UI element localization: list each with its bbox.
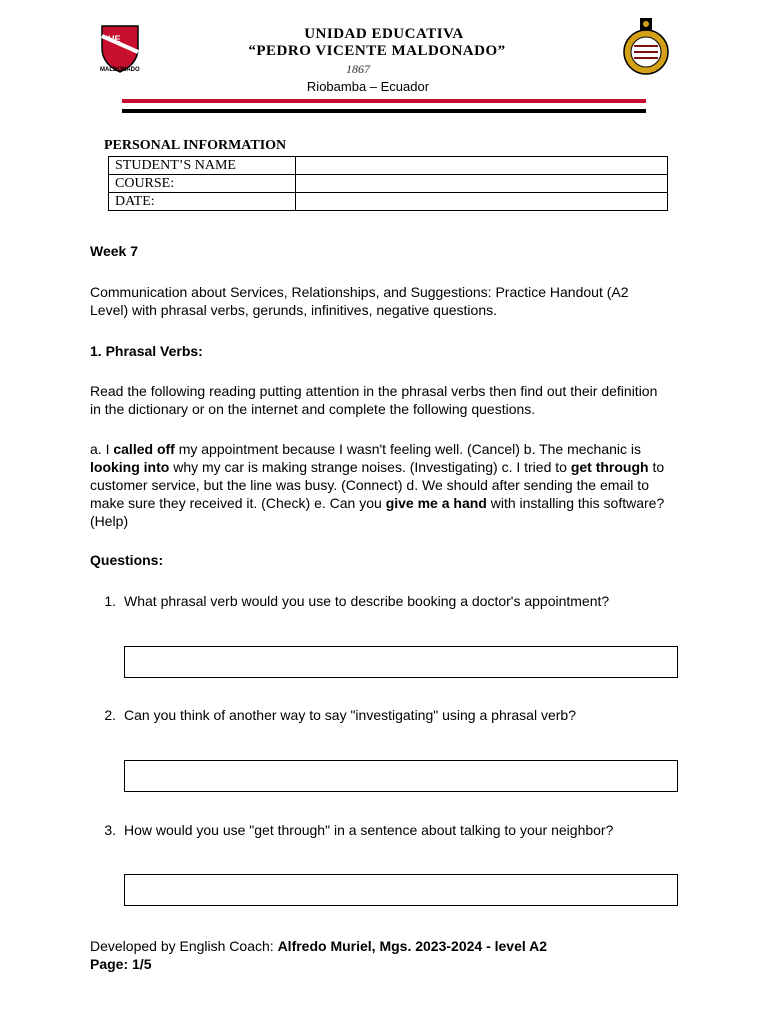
answer-box-2[interactable]	[124, 760, 678, 792]
school-location: Riobamba – Ecuador	[306, 79, 430, 94]
footer-credit	[90, 937, 547, 955]
student-name-field[interactable]	[296, 157, 668, 175]
personal-info-table	[108, 156, 668, 211]
intro-paragraph: Communication about Services, Relationships, and Suggestions: Practice Handout (A2 Level) with phrasal verbs, gerunds, infinitives, negative questions.	[90, 284, 629, 318]
author-name: Alfredo Muriel, Mgs. 2023-2024 - level A2	[277, 938, 548, 954]
founding-year: 1867	[346, 62, 370, 76]
school-name: UNIDAD EDUCATIVA	[304, 26, 464, 42]
student-name-label: STUDENT’S NAME	[109, 157, 296, 175]
course-field[interactable]	[296, 175, 668, 193]
phrasal-verb: give me a hand	[385, 495, 487, 511]
example-text: why my car is making strange noises. (Investigating) c. I tried to	[169, 459, 571, 475]
personal-info-title: PERSONAL INFORMATION	[104, 138, 287, 153]
question-number: 3.	[104, 822, 116, 838]
answer-box-1[interactable]	[124, 646, 678, 678]
header-rule-red	[122, 99, 646, 103]
question-text: Can you think of another way to say "investigating" using a phrasal verb?	[124, 707, 576, 723]
question-number: 2.	[104, 707, 116, 723]
questions-title: Questions:	[90, 552, 164, 568]
question-text: How would you use "get through" in a sentence about talking to your neighbor?	[124, 822, 614, 838]
phrasal-verb: get through	[570, 459, 649, 475]
example-text: a. I	[90, 441, 114, 457]
section-title: 1. Phrasal Verbs:	[90, 343, 203, 359]
date-field[interactable]	[296, 193, 668, 211]
table-row	[109, 193, 668, 211]
examples-paragraph	[90, 440, 670, 530]
course-label: COURSE:	[109, 175, 296, 193]
header-rule-black	[122, 109, 646, 113]
example-text: with installing this software? (Help)	[90, 495, 665, 529]
date-label: DATE:	[109, 193, 296, 211]
phrasal-verb: looking into	[90, 459, 170, 475]
left-logo-caption: MALDONADO	[100, 67, 140, 73]
reading-instructions: Read the following reading putting attention in the phrasal verbs then find out their definition in the dictionary or on the internet and complete the following questions.	[90, 383, 658, 417]
question-number: 1.	[104, 593, 116, 609]
developed-by-label: Developed by English Coach:	[90, 938, 278, 954]
school-subtitle: “PEDRO VICENTE MALDONADO”	[248, 43, 506, 59]
week-heading: Week 7	[90, 243, 138, 259]
phrasal-verb: called off	[113, 441, 175, 457]
example-text: my appointment because I wasn't feeling well. (Cancel) b. The mechanic is	[174, 441, 642, 457]
table-row	[109, 175, 668, 193]
page-number: Page: 1/5	[90, 956, 152, 972]
answer-box-3[interactable]	[124, 874, 678, 906]
example-text: to customer service, but the line was busy. (Connect) d. We should after sending the email to make sure they received it. (Check) e. Can you	[90, 459, 665, 511]
table-row	[109, 157, 668, 175]
svg-text:UE: UE	[108, 34, 121, 44]
question-text: What phrasal verb would you use to describe booking a doctor's appointment?	[124, 593, 610, 609]
